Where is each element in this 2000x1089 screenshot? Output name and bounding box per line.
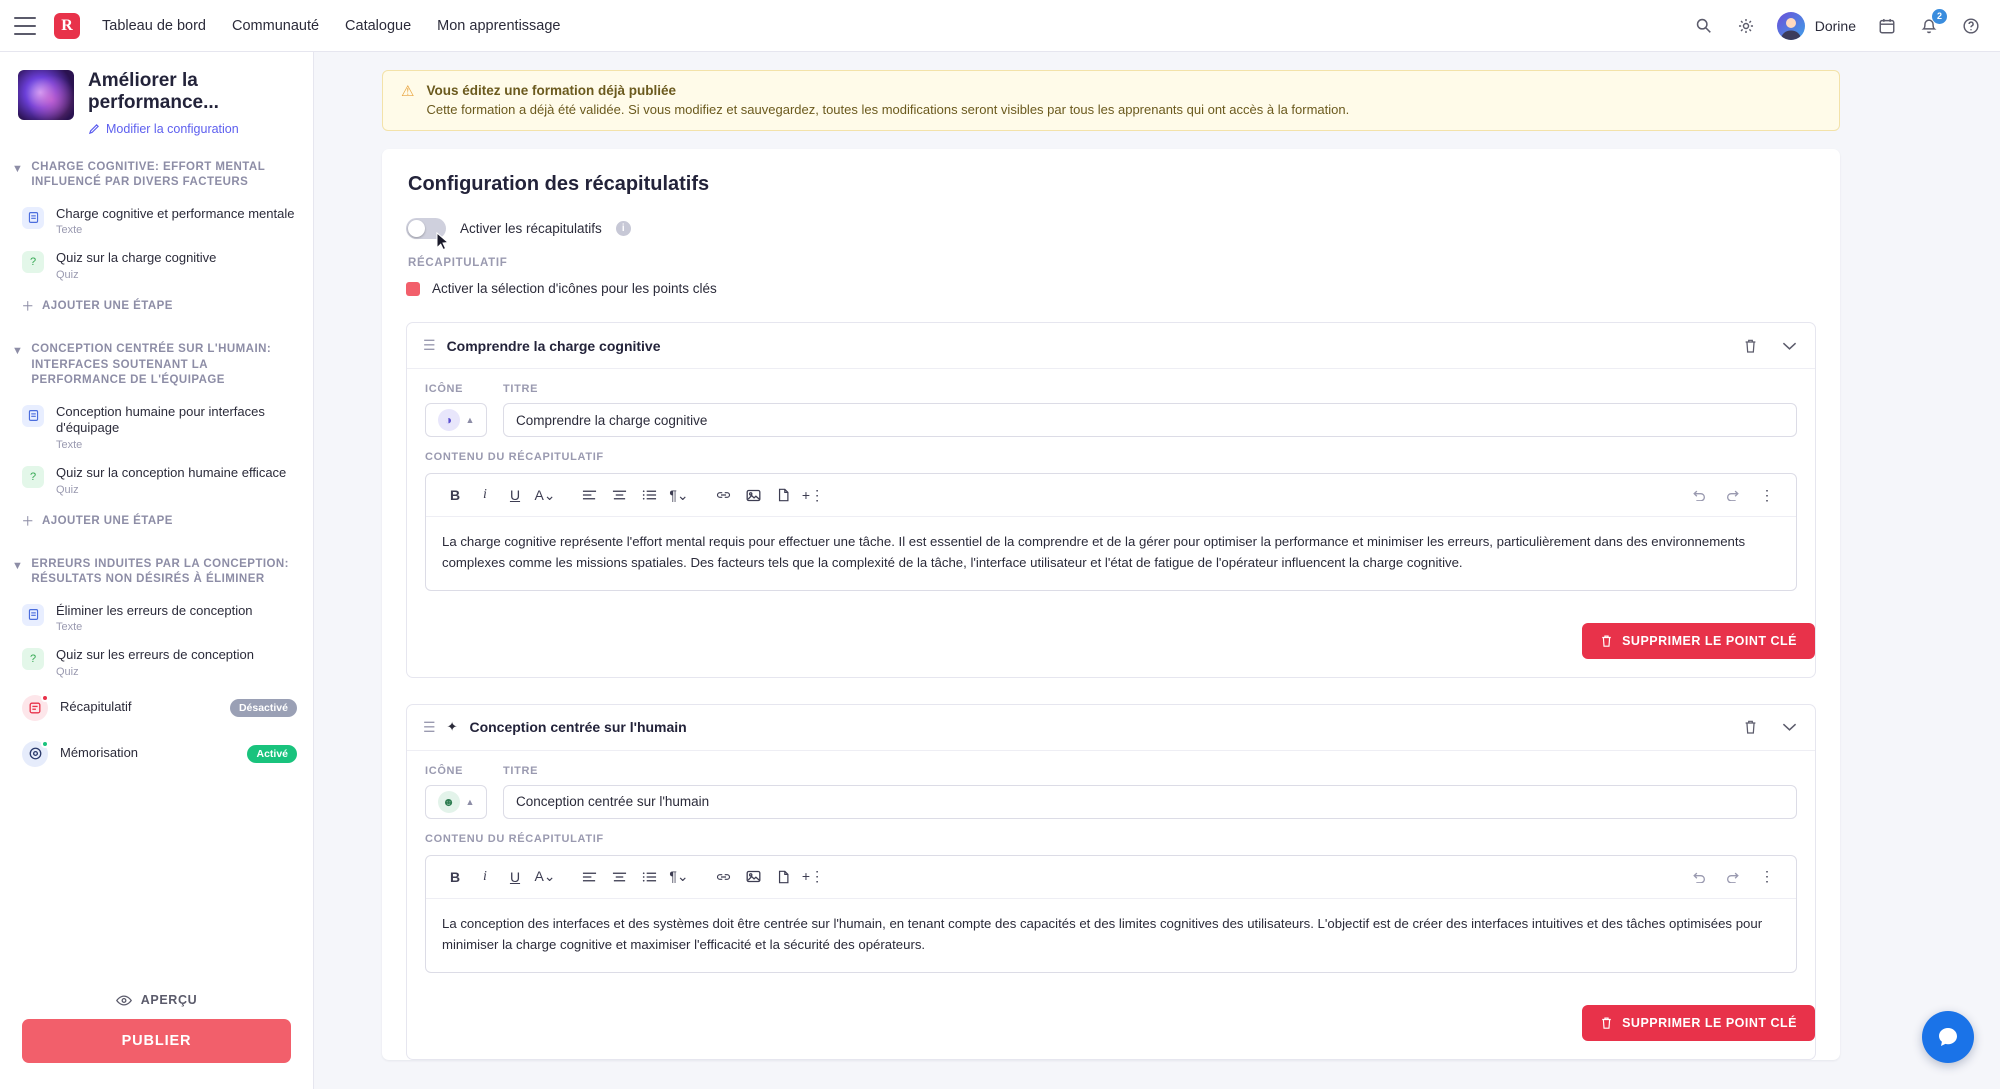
collapse-chevron-icon[interactable] xyxy=(1782,722,1797,732)
user-name-label: Dorine xyxy=(1814,17,1856,34)
selected-icon: ◑ xyxy=(438,409,460,431)
edit-configuration-label: Modifier la configuration xyxy=(106,121,239,136)
underline-icon[interactable]: U xyxy=(509,868,521,885)
paragraph-icon[interactable]: ¶⌄ xyxy=(669,868,689,885)
sidebar-step-type: Quiz xyxy=(56,665,79,678)
sidebar-step-label: Quiz sur la conception humaine efficace xyxy=(56,464,287,480)
sidebar-section-1-title: CHARGE COGNITIVE: EFFORT MENTAL INFLUENCÉ PAR DIVERS FACTEURS xyxy=(31,160,265,189)
icon-selection-checkbox[interactable] xyxy=(406,282,420,296)
title-field-label: TITRE xyxy=(503,764,539,777)
sidebar-step-type: Quiz xyxy=(56,483,79,496)
notification-count-badge: 2 xyxy=(1932,9,1947,24)
sidebar-step-type: Texte xyxy=(56,621,83,634)
key-point-header[interactable] xyxy=(407,705,1815,751)
course-header xyxy=(0,52,313,144)
nav-item-catalog[interactable]: Catalogue xyxy=(345,17,412,34)
image-icon[interactable] xyxy=(738,482,768,508)
trash-icon[interactable] xyxy=(1743,719,1758,735)
key-point-header[interactable] xyxy=(407,323,1815,369)
bold-icon[interactable]: B xyxy=(449,487,461,503)
sidebar-step-type: Texte xyxy=(56,224,83,237)
align-left-icon[interactable] xyxy=(574,864,604,890)
recap-status-badge: Désactivé xyxy=(230,699,297,717)
sidebar-step-item[interactable] xyxy=(0,596,313,641)
underline-icon[interactable]: U xyxy=(509,487,521,503)
enable-recap-toggle[interactable] xyxy=(406,218,446,239)
link-icon[interactable] xyxy=(708,864,738,890)
sidebar-footer xyxy=(0,971,313,1089)
warning-icon: ⚠ xyxy=(401,83,415,100)
chevron-down-icon: ▼ xyxy=(12,559,24,572)
status-dot-icon xyxy=(41,694,49,702)
memorisation-icon xyxy=(22,741,48,767)
ordered-list-icon[interactable] xyxy=(634,864,664,890)
info-icon[interactable]: i xyxy=(616,221,631,236)
enable-recap-label: Activer les récapitulatifs xyxy=(460,221,602,236)
redo-icon[interactable] xyxy=(1718,482,1748,508)
quiz-icon: ? xyxy=(22,466,44,488)
recap-configuration-card xyxy=(382,149,1840,1060)
icon-field-label: ICÔNE xyxy=(425,764,464,777)
sidebar-step-label: Charge cognitive et performance mentale xyxy=(56,205,295,221)
top-bar-actions xyxy=(1693,12,1982,40)
key-point-body xyxy=(407,751,1815,991)
add-step-button-1[interactable] xyxy=(0,288,313,326)
published-warning-banner xyxy=(382,70,1840,131)
delete-key-point-button[interactable] xyxy=(1582,1005,1815,1041)
file-icon[interactable] xyxy=(768,864,798,890)
sidebar-section-1[interactable] xyxy=(0,144,313,199)
sidebar-step-label: Conception humaine pour interfaces d'équipage xyxy=(56,403,265,436)
brand-logo[interactable]: R xyxy=(54,13,80,39)
banner-title: Vous éditez une formation déjà publiée xyxy=(426,83,676,98)
status-dot-icon xyxy=(41,740,49,748)
key-point-footer xyxy=(407,609,1815,677)
icon-title-row xyxy=(425,403,1797,437)
key-point-footer xyxy=(407,991,1815,1059)
icon-selection-label: Activer la sélection d'icônes pour les points clés xyxy=(432,281,717,296)
more-options-icon[interactable]: ⋮ xyxy=(1760,868,1774,885)
banner-text: Cette formation a déjà été validée. Si vous modifiez et sauvegardez, toutes les modifications seront visibles par tous les apprenants qui ont accès à la formation. xyxy=(426,102,1350,117)
course-title: Améliorer la performance... xyxy=(88,70,219,114)
page-title: Configuration des récapitulatifs xyxy=(408,173,710,195)
text-icon xyxy=(22,405,44,427)
plus-icon: ＋ xyxy=(22,301,34,314)
align-left-icon[interactable] xyxy=(574,482,604,508)
search-icon[interactable] xyxy=(1693,15,1715,37)
sidebar-step-item[interactable] xyxy=(0,640,313,685)
delete-key-point-label: SUPPRIMER LE POINT CLÉ xyxy=(1622,633,1797,648)
editor-toolbar-right xyxy=(1684,864,1782,890)
ordered-list-icon[interactable] xyxy=(634,482,664,508)
main-nav xyxy=(102,18,560,34)
course-thumbnail xyxy=(18,70,74,120)
align-center-icon[interactable] xyxy=(604,482,634,508)
icon-picker[interactable] xyxy=(425,785,487,819)
bold-icon[interactable]: B xyxy=(449,868,461,885)
key-point-body xyxy=(407,369,1815,609)
key-point-header-title: Comprendre la charge cognitive xyxy=(446,337,661,354)
nav-item-my-learning[interactable]: Mon apprentissage xyxy=(437,17,561,34)
field-label-row xyxy=(425,383,1797,395)
menu-toggle-icon[interactable] xyxy=(14,17,36,35)
toggle-knob xyxy=(408,220,425,237)
help-icon[interactable] xyxy=(1960,15,1982,37)
plus-icon: ＋ xyxy=(22,515,34,528)
sidebar-section-3[interactable] xyxy=(0,541,313,596)
undo-icon[interactable] xyxy=(1684,482,1714,508)
italic-icon[interactable]: i xyxy=(483,487,487,502)
drag-handle-icon[interactable]: ☰ xyxy=(423,718,435,735)
edit-configuration-link[interactable] xyxy=(88,122,297,136)
top-navigation-bar xyxy=(0,0,2000,52)
file-icon[interactable] xyxy=(768,482,798,508)
editor-toolbar xyxy=(426,474,1796,517)
key-point-title-input[interactable] xyxy=(503,785,1797,819)
sidebar-step-item[interactable] xyxy=(0,243,313,288)
page-layout xyxy=(0,52,2000,1089)
sidebar-step-item[interactable] xyxy=(0,397,313,458)
quiz-icon: ? xyxy=(22,648,44,670)
key-point-header-title: Conception centrée sur l'humain xyxy=(469,719,687,736)
add-step-button-2[interactable] xyxy=(0,503,313,541)
text-icon xyxy=(22,207,44,229)
selected-icon: ☻ xyxy=(438,791,460,813)
trash-icon[interactable] xyxy=(1743,338,1758,354)
undo-icon[interactable] xyxy=(1684,864,1714,890)
paragraph-icon[interactable]: ¶⌄ xyxy=(669,486,689,503)
link-icon[interactable] xyxy=(708,482,738,508)
editor-toolbar-right xyxy=(1684,482,1782,508)
add-icon[interactable]: +⋮ xyxy=(801,486,825,503)
content-field-label: CONTENU DU RÉCAPITULATIF xyxy=(425,451,604,463)
add-step-label: AJOUTER UNE ÉTAPE xyxy=(41,300,173,313)
more-options-icon[interactable]: ⋮ xyxy=(1760,486,1774,503)
sparkle-icon: ✦ xyxy=(446,719,458,735)
publish-button[interactable]: PUBLIER xyxy=(22,1019,291,1063)
sidebar-section-2-title: CONCEPTION CENTRÉE SUR L'HUMAIN: INTERFACES SOUTENANT LA PERFORMANCE DE L'ÉQUIPAGE xyxy=(31,343,272,387)
font-size-icon[interactable]: A⌄ xyxy=(534,486,556,503)
recap-section-label: RÉCAPITULATIF xyxy=(408,257,508,269)
memo-status-badge: Activé xyxy=(247,745,297,763)
sidebar-item-recapitulatif[interactable] xyxy=(0,685,313,731)
icon-picker[interactable] xyxy=(425,403,487,437)
key-point-header-actions xyxy=(1743,719,1797,735)
key-point-content-text[interactable]: La charge cognitive représente l'effort mental requis pour effectuer une tâche. Il est essentiel de la comprendre et de la gérer pour optimiser la performance et minimiser les erreurs, particulièrement dans des environnements complexes comme les missions spatiales. Des facteurs tels que la complexité de la tâche, l'interface utilisateur et l'état de fatigue de l'opérateur influencent la charge cognitive. xyxy=(442,534,1746,571)
main-content xyxy=(314,52,2000,1089)
key-point-card xyxy=(406,704,1816,1060)
sidebar-step-label: Quiz sur les erreurs de conception xyxy=(56,647,254,663)
quiz-icon: ? xyxy=(22,251,44,273)
redo-icon[interactable] xyxy=(1718,864,1748,890)
content-field-label: CONTENU DU RÉCAPITULATIF xyxy=(425,832,604,845)
drag-handle-icon[interactable]: ☰ xyxy=(423,337,435,353)
sidebar-step-item[interactable] xyxy=(0,458,313,503)
field-label-row xyxy=(425,765,1797,777)
sidebar-section-3-title: ERREURS INDUITES PAR LA CONCEPTION: RÉSULTATS NON DÉSIRÉS À ÉLIMINER xyxy=(31,557,289,586)
editor-toolbar xyxy=(426,856,1796,899)
preview-label: APERÇU xyxy=(140,993,198,1007)
chevron-down-icon: ▼ xyxy=(12,162,24,175)
rich-text-editor xyxy=(425,473,1797,591)
sidebar-step-item[interactable] xyxy=(0,199,313,244)
sidebar-step-type: Quiz xyxy=(56,269,79,282)
key-point-header-actions xyxy=(1743,338,1797,354)
collapse-chevron-icon[interactable] xyxy=(1782,341,1797,351)
nav-item-community[interactable]: Communauté xyxy=(232,17,320,34)
sidebar-step-label: Éliminer les erreurs de conception xyxy=(56,602,253,618)
text-icon xyxy=(22,604,44,626)
title-field-label: TITRE xyxy=(503,383,539,395)
sidebar-item-memorisation[interactable] xyxy=(0,731,313,777)
sidebar-recap-label: Récapitulatif xyxy=(60,699,132,715)
image-icon[interactable] xyxy=(738,864,768,890)
chevron-down-icon: ▼ xyxy=(12,345,24,358)
delete-key-point-label: SUPPRIMER LE POINT CLÉ xyxy=(1622,1015,1797,1030)
course-sidebar xyxy=(0,52,314,1089)
preview-button[interactable] xyxy=(22,981,291,1019)
chevron-up-icon: ▲ xyxy=(465,415,475,425)
key-point-card xyxy=(406,322,1816,678)
gear-icon[interactable] xyxy=(1735,15,1757,37)
sidebar-step-label: Quiz sur la charge cognitive xyxy=(56,250,217,266)
icon-selection-row xyxy=(406,281,1816,296)
sidebar-section-2[interactable] xyxy=(0,326,313,397)
chevron-up-icon: ▲ xyxy=(465,796,475,807)
rich-text-editor xyxy=(425,855,1797,973)
calendar-icon[interactable] xyxy=(1876,15,1898,37)
key-point-title-input[interactable] xyxy=(503,403,1797,437)
chat-support-button[interactable] xyxy=(1922,1011,1974,1063)
add-step-label: AJOUTER UNE ÉTAPE xyxy=(41,514,173,527)
enable-recap-row xyxy=(406,218,1816,239)
key-point-content-text[interactable]: La conception des interfaces et des systèmes doit être centrée sur l'humain, en tenant compte des capacités et des limites cognitives des utilisateurs. L'objectif est de créer des interfaces intuitives et des tâches optimisées pour minimiser la charge cognitive et maximiser l'efficacité et la sécurité des opérateurs. xyxy=(442,915,1763,953)
avatar[interactable] xyxy=(1777,12,1805,40)
recap-icon xyxy=(22,695,48,721)
align-center-icon[interactable] xyxy=(604,864,634,890)
nav-item-dashboard[interactable]: Tableau de bord xyxy=(102,17,206,34)
add-icon[interactable]: +⋮ xyxy=(801,868,825,885)
icon-field-label: ICÔNE xyxy=(425,383,464,395)
delete-key-point-button[interactable] xyxy=(1582,623,1815,659)
font-size-icon[interactable]: A⌄ xyxy=(534,868,556,885)
sidebar-memo-label: Mémorisation xyxy=(60,745,139,761)
icon-title-row xyxy=(425,785,1797,819)
italic-icon[interactable]: i xyxy=(483,868,487,884)
bell-icon[interactable] xyxy=(1918,11,1942,37)
sidebar-step-type: Texte xyxy=(56,438,83,451)
